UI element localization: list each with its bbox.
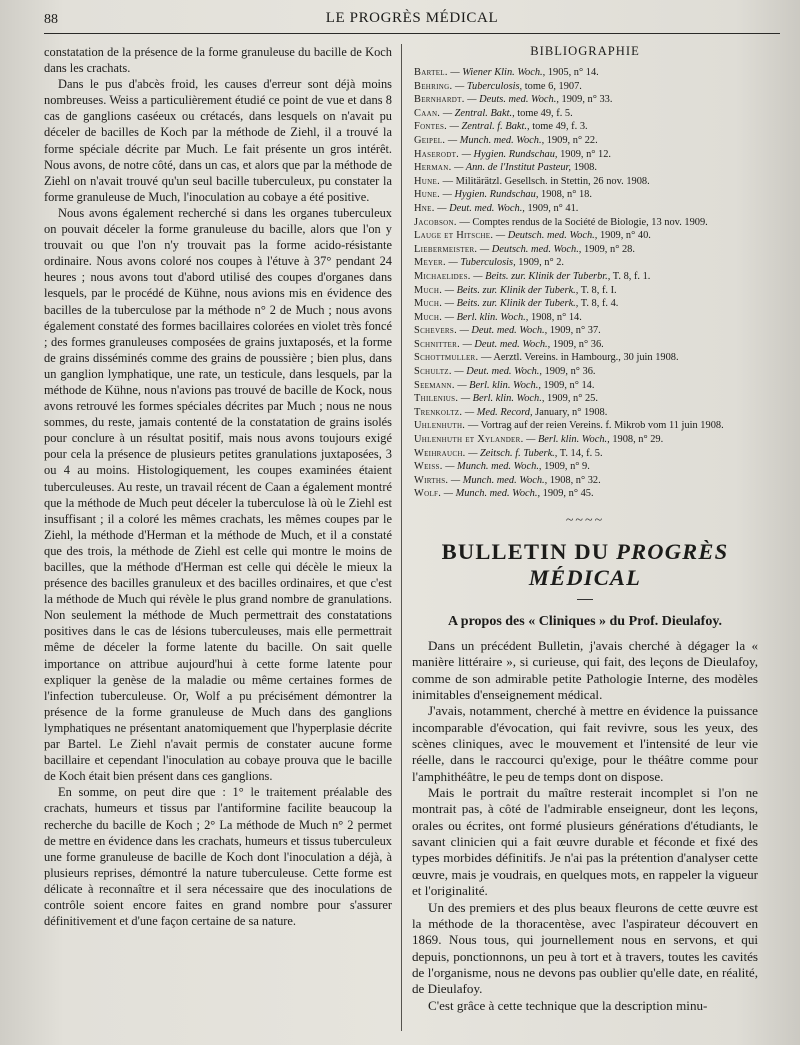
bibliography-entry-author: Schottmuller. [414,352,479,364]
bibliography-entry [412,447,758,461]
bibliography-entry-details: — Militärätzl. Gesellsch. in Stettin, 26 nov. 1908. [440,175,650,187]
bibliography-entry-journal: — Deut. med. Woch., [454,366,542,378]
bibliography-entry [412,270,758,284]
bibliography-entry-details: 1908, n° 29. [609,434,664,446]
bibliography-entry [412,460,758,474]
bibliography-entry-journal: — Hygien. Rundschau, [461,148,558,160]
bibliography-entry-author: Hne. [414,202,435,214]
bibliography-entry-details: 1909, n° 12. [557,148,612,160]
bibliography-entry-journal: — Beits. zur. Klinik der Tuberk., [444,284,579,296]
bibliography-entry-author: Uhlenhuth et Xylander. [414,434,524,446]
paragraph: Nous avons également recherché si dans les organes tuberculeux on pouvait déceler la forme granuleuse du bacille, alors que l'on y trouvait ou que l'on n'y trouvait pas la forme acido-résistante ordinaire. Nous avons coloré nos coupes à l'étuve à 37° pendant 24 heures ; nous avons tout d'abord utilisé des coupes d'organes dans lesquels, par le procédé de Kühne, nous avions mis en évidence des bacilles de la tuberculose par la méthode n° 2 de Much ; nous avons également constaté des formes bacillaires colorées en violet très foncé ; des formes granuleuses composées de grains juxtaposés, et la forme de grains disséminés comme des grains de poussière ; bien plus, dans un ganglion lymphatique, une rate, un testicule, dans lesquels, par la méthode de Kühne, nous n'avions pas trouvé de bacille de Kock, nous avons retrouvé les formes spéciales décrites par Much ; nous ne nous sommes, du reste, jamais contenté de la constatation de grains isolés pour conclure à un résultat positif, mais nous avons toujours exigé pour cela la présence de plusieurs petites granulations juxtaposées, 3 ou 4 au moins. Histologiquement, les coupes examinées étaient tuberculeuses. Au reste, un travail récent de Caan a également montré que la méthode de Much peut déceler la tuberculose là où le Ziehl est insuffisant ; il a coloré les mêmes crachats, les mêmes coupes par le Ziehl, la méthode d'Herman et la méthode de Much, et il a constaté que des trois, la méthode de Ziehl est celle qui montre le moins de bacilles, que la méthode d'Herman est celle qui décèle le mieux la présence des bacilles granuleux et des bacilles ordinaires, et que c'est la méthode de Much qui révèle le plus grand nombre de granulations. Non seulement la méthode de Much permettrait des constatations positives dans le cas de lésions tuberculeuses, mais elle permettrait même de déceler la forme latente du bacille. On sait quelle importance on attribue aujourd'hui à cette forme latente pour expliquer la genèse de la maladie ou même certaines formes de l'infection tuberculeuse. Or, Wolf a pu précisément démontrer la présence de la forme granuleuse de Much dans des ganglions lymphatiques ne présentant anatomiquement que l'hyperplasie décrite par Bartel. Le Ziehl n'avait permis de constater aucune forme bacillaire et cependant l'inoculation au cobaye prouva que le bacille de Koch était bien présent dans ces ganglions. [44,205,392,784]
bibliography-entry-author: Seemann. [414,379,455,391]
bibliography-entry-journal: — Berl. klin. Woch., [444,311,529,323]
bibliography-entry [412,134,758,148]
bibliography-entry [412,148,758,162]
bibliography-entry-details: 1909, n° 36. [550,338,604,350]
bibliography-entry [412,297,758,311]
bibliography-entry-journal: — Deut. med. Woch., [437,202,525,214]
bibliography-entry [412,284,758,298]
bibliography-entry [412,365,758,379]
ornament-divider: ~~~~ [565,513,605,528]
bibliography-entry [412,66,758,80]
bibliography-entry-journal: — Deutsch. med. Woch., [479,243,582,255]
bibliography-entry [412,80,758,94]
bibliography-entry-author: Caan. [414,107,441,119]
bibliography-entry [412,256,758,270]
bibliography-entry-journal: — Berl. klin. Woch., [460,393,545,405]
bibliography-entry-author: Much. [414,284,443,296]
bibliography-entry-details: 1908, n° 32. [547,474,601,486]
page-number: 88 [44,12,58,27]
bibliography-entry-journal: — Hygien. Rundschau, [442,189,539,201]
paragraph: constatation de la présence de la forme granuleuse du bacille de Koch dans les crachats. [44,45,392,76]
bibliography-entry-journal: — Med. Record, [464,406,533,418]
bibliography-entry-details: tome 49, f. 5. [514,107,573,119]
bibliography-entry-journal: — Tuberculosis, [454,80,523,92]
bibliography-entry [412,175,758,189]
bibliography-entry-author: Schnitter. [414,338,460,350]
bibliography-entry [412,202,758,216]
bibliography-entry-details: — Comptes rendus de la Société de Biologie, 13 nov. 1909. [456,216,708,228]
bibliography-entry-details: tome 6, 1907. [522,80,582,92]
bibliography-entry [412,188,758,202]
bibliography-entry-journal: — Zentral. f. Bakt., [449,121,530,133]
bibliography-entry-journal: — Beits. zur. Klinik der Tuberk., [444,298,579,310]
bibliography-entry-details: — Aerztl. Vereins. in Hambourg., 30 juin 1908. [478,352,679,364]
bibliography-entry [412,433,758,447]
paragraph: Dans le pus d'abcès froid, les causes d'erreur sont déjà moins nombreuses. Weiss a particulièrement étudié ce point de vue et dans 8 cas de ganglions caséeux ou crétacés, dans lesquels on n'avait pu déceler de bacilles de Koch par la méthode de Ziehl, il a trouvé la forme spéciale décrite par Much. Le fait présente un gros intérêt. Nous avons, de notre côté, dans un cas, et alors que par la méthode de Ziehl on n'avait trouvé qu'un seul bacille tuberculeux, pu constater la forme granuleuse de Much, l'inoculation au cobaye a été positive. [44,77,392,204]
bibliography-entry-author: Much. [414,311,443,323]
header-rule [44,33,780,34]
title-rule [577,599,593,600]
bibliography-entry-details: January, n° 1908. [532,406,608,418]
bibliography-entry [412,487,758,501]
bibliography-entry-details: 1909, n° 9. [541,461,590,473]
bibliography-entry-details: 1908, n° 18. [538,189,592,201]
article-title: A propos des « Cliniques » du Prof. Dieulafoy. [447,614,723,629]
bibliography-entry-journal: — Tuberculosis, [448,257,516,269]
bibliography-entry-details: T. 8, f. I. [578,284,617,296]
bibliography-title: BIBLIOGRAPHIE [530,44,640,58]
bibliography-entry-details: 1909, n° 14. [540,379,595,391]
bibliography-entry-author: Hune. [414,175,440,187]
bibliography-entry-details: 1909, n° 37. [547,325,601,337]
bibliography-entry-journal: — Wiener Klin. Woch., [450,67,546,78]
bibliography-entry-journal: — Deut. med. Woch., [459,325,548,337]
bibliography-entry-author: Weihrauch. [414,447,466,459]
bibliography-entry-author: Herman. [414,162,452,174]
bibliography-entry-author: Jacobson. [414,216,457,228]
bulletin-title [412,539,758,591]
bibliography-entry-details: 1905, n° 14. [545,67,599,78]
bulletin-title-italic: PROGRÈS MÉDICAL [528,539,729,590]
bibliography-entry-author: Schultz. [414,366,452,378]
bibliography-entry-details: 1909, n° 25. [544,393,598,405]
column-divider [401,44,402,1031]
bibliography-entry-journal: — Deuts. med. Woch., [467,94,559,106]
bibliography-entry-author: Schevers. [414,325,457,337]
bibliography-entry [412,351,758,365]
running-title: LE PROGRÈS MÉDICAL [325,10,499,26]
bibliography-entry [412,120,758,134]
left-column [44,44,392,929]
paragraph: Dans un précédent Bulletin, j'avais cherché à dégager la « manière littéraire », si curieuse, qui fait, des leçons de Dieulafoy, comme de son admirable petite Pathologie Interne, des modèles inimitables d'enseignement médical. [412,638,758,703]
bibliography-entry-author: Thilenius. [414,393,459,405]
bibliography-entry [412,107,758,121]
bibliography-entry-journal: — Ann. de l'Institut Pasteur, [454,162,571,174]
bibliography-entry-journal: — Munch. med. Woch., [443,488,541,500]
bibliography-entry-details: 1908, n° 14. [528,311,582,323]
bibliography-entry-details: T. 14, f. 5. [557,447,603,459]
bibliography-entry [412,243,758,257]
bibliography-entry-details: — Vortrag auf der reien Vereins. f. Mikrob vom 11 juin 1908. [465,420,724,432]
bibliography-entry-author: Wolf. [414,488,442,500]
bibliography-entry-journal: — Munch. med. Woch., [450,474,548,486]
bibliography-entry-journal: — Deut. med. Woch., [462,338,551,350]
bibliography-entry [412,419,758,433]
bulletin-body [412,638,758,1014]
bibliography-entry-author: Hune. [414,189,440,201]
bibliography-entry-details: T. 8, f. 1. [610,270,651,282]
bibliography-entry-author: Wirths. [414,474,449,486]
bibliography-entry [412,379,758,393]
paragraph: J'avais, notamment, cherché à mettre en évidence la puissance incomparable d'évocation, qui fait revivre, sous les yeux, des scènes cliniques, avec le mouvement et l'intensité de leur vie réelle, dans le raccourci qu'exige, pour le théâtre comme pour l'amphithéâtre, le peu de temps dont on dispose. [412,703,758,784]
bibliography-entry-author: Haserodt. [414,148,460,160]
bibliography-entry-details: 1909, n° 33. [558,94,613,106]
bibliography-entry [412,406,758,420]
bibliography-entry-details: T. 8, f. 4. [578,298,619,310]
bibliography-entry-details: 1909, n° 40. [597,230,651,242]
bibliography-entry-author: Meyer. [414,257,446,269]
bibliography-entry-author: Behring. [414,80,453,92]
paragraph: C'est grâce à cette technique que la description minu- [428,997,708,1013]
bibliography-entry-author: Bartel. [414,67,448,78]
bibliography-entry-author: Trenkoltz. [414,406,463,418]
bibliography-entry-journal: — Zeitsch. f. Tuberk., [468,447,558,459]
bibliography-entry [412,93,758,107]
bibliography-entry-author: Uhlenhuth. [414,420,466,432]
bibliography-entry-author: Weiss. [414,461,443,473]
bibliography-entry-journal: — Munch. med. Woch., [447,134,545,146]
bibliography-entry-details: 1909, n° 36. [542,366,596,378]
bibliography-entry-journal: — Deutsch. med. Woch., [495,230,598,242]
bibliography-entry-journal: — Berl. klin. Woch., [526,434,610,446]
right-column [412,44,758,1014]
bibliography-entry [412,216,758,230]
bibliography-entry-details: tome 49, f. 3. [529,121,588,133]
bibliography-entry-journal: — Munch. med. Woch., [445,461,542,473]
bibliography-entry-details: 1908. [571,162,597,174]
paragraph: En somme, on peut dire que : 1° le traitement préalable des crachats, humeurs et tissus par l'antiformine facilite beaucoup la recherche du bacille de Koch ; 2° La méthode de Much n° 2 permet de mettre en évidence dans les crachats, humeurs et tissus tuberculeux une forme granuleuse de bacille de Koch dont l'inoculation a déjà, à plusieurs reprises, démontré la nature tuberculeuse. Cette forme est délicate à reconnaître et il sera nécessaire que des inoculations de contrôle soient encore faites en grand nombre pour s'assurer définitivement et d'une façon certaine de sa nature. [44,785,392,929]
bibliography-entry-author: Bernhardt. [414,94,465,106]
bibliography-entry [412,338,758,352]
bibliography-entry-journal: — Berl. klin. Woch., [457,379,541,391]
bibliography-entry-details: 1909, n° 41. [524,202,579,214]
bulletin-title-plain: BULLETIN DU [441,539,617,564]
paragraph: Mais le portrait du maître resterait incomplet si l'on ne montrait pas, à côté de l'admirable enseigneur, dont les leçons, orales ou écrites, ont formé plusieurs générations d'étudiants, le savant clinicien qui a fait œuvre durable et féconde et fixé des types morbides définitifs. Je n'ai pas la prétention d'analyser cette œuvre, mais je voudrais, en quelques mots, en rappeler la vigueur et l'originalité. [412,785,758,899]
bibliography-entry-details: 1909, n° 2. [515,257,565,269]
bibliography-entry-details: 1909, n° 28. [581,243,635,255]
bibliography-entry-author: Michaelides. [414,270,471,282]
bibliography-entry-details: 1909, n° 45. [540,488,594,500]
bibliography-entry [412,474,758,488]
bibliography-entry [412,311,758,325]
bibliography-entry [412,324,758,338]
bibliography-entry-author: Geipel. [414,134,446,146]
bibliography-list [412,66,758,501]
page-header [44,8,780,30]
bibliography-entry-details: 1909, n° 22. [544,134,598,146]
bibliography-entry-author: Liebermeister. [414,243,478,255]
bibliography-entry [412,229,758,243]
bibliography-entry-author: Fontes. [414,121,448,133]
bibliography-entry-journal: — Beits. zur. Klinik der Tuberbr., [473,270,611,282]
bibliography-entry [412,392,758,406]
bibliography-entry-journal: — Zentral. Bakt., [442,107,515,119]
bibliography-entry-author: Lauge et Hitsche. [414,230,494,242]
bibliography-entry [412,161,758,175]
paragraph: Un des premiers et des plus beaux fleurons de cette œuvre est la méthode de la thoracentèse, avec l'aspirateur découvert en 1869. Nous tous, qui journellement nous en servons, et qui depuis, ponctionnons, un peu à tort et à travers, toutes les cavités de l'organisme, nous ne devons pas oublier qu'elle date, en réalité, de Dieulafoy. [412,899,758,997]
bibliography-entry-author: Much. [414,298,443,310]
